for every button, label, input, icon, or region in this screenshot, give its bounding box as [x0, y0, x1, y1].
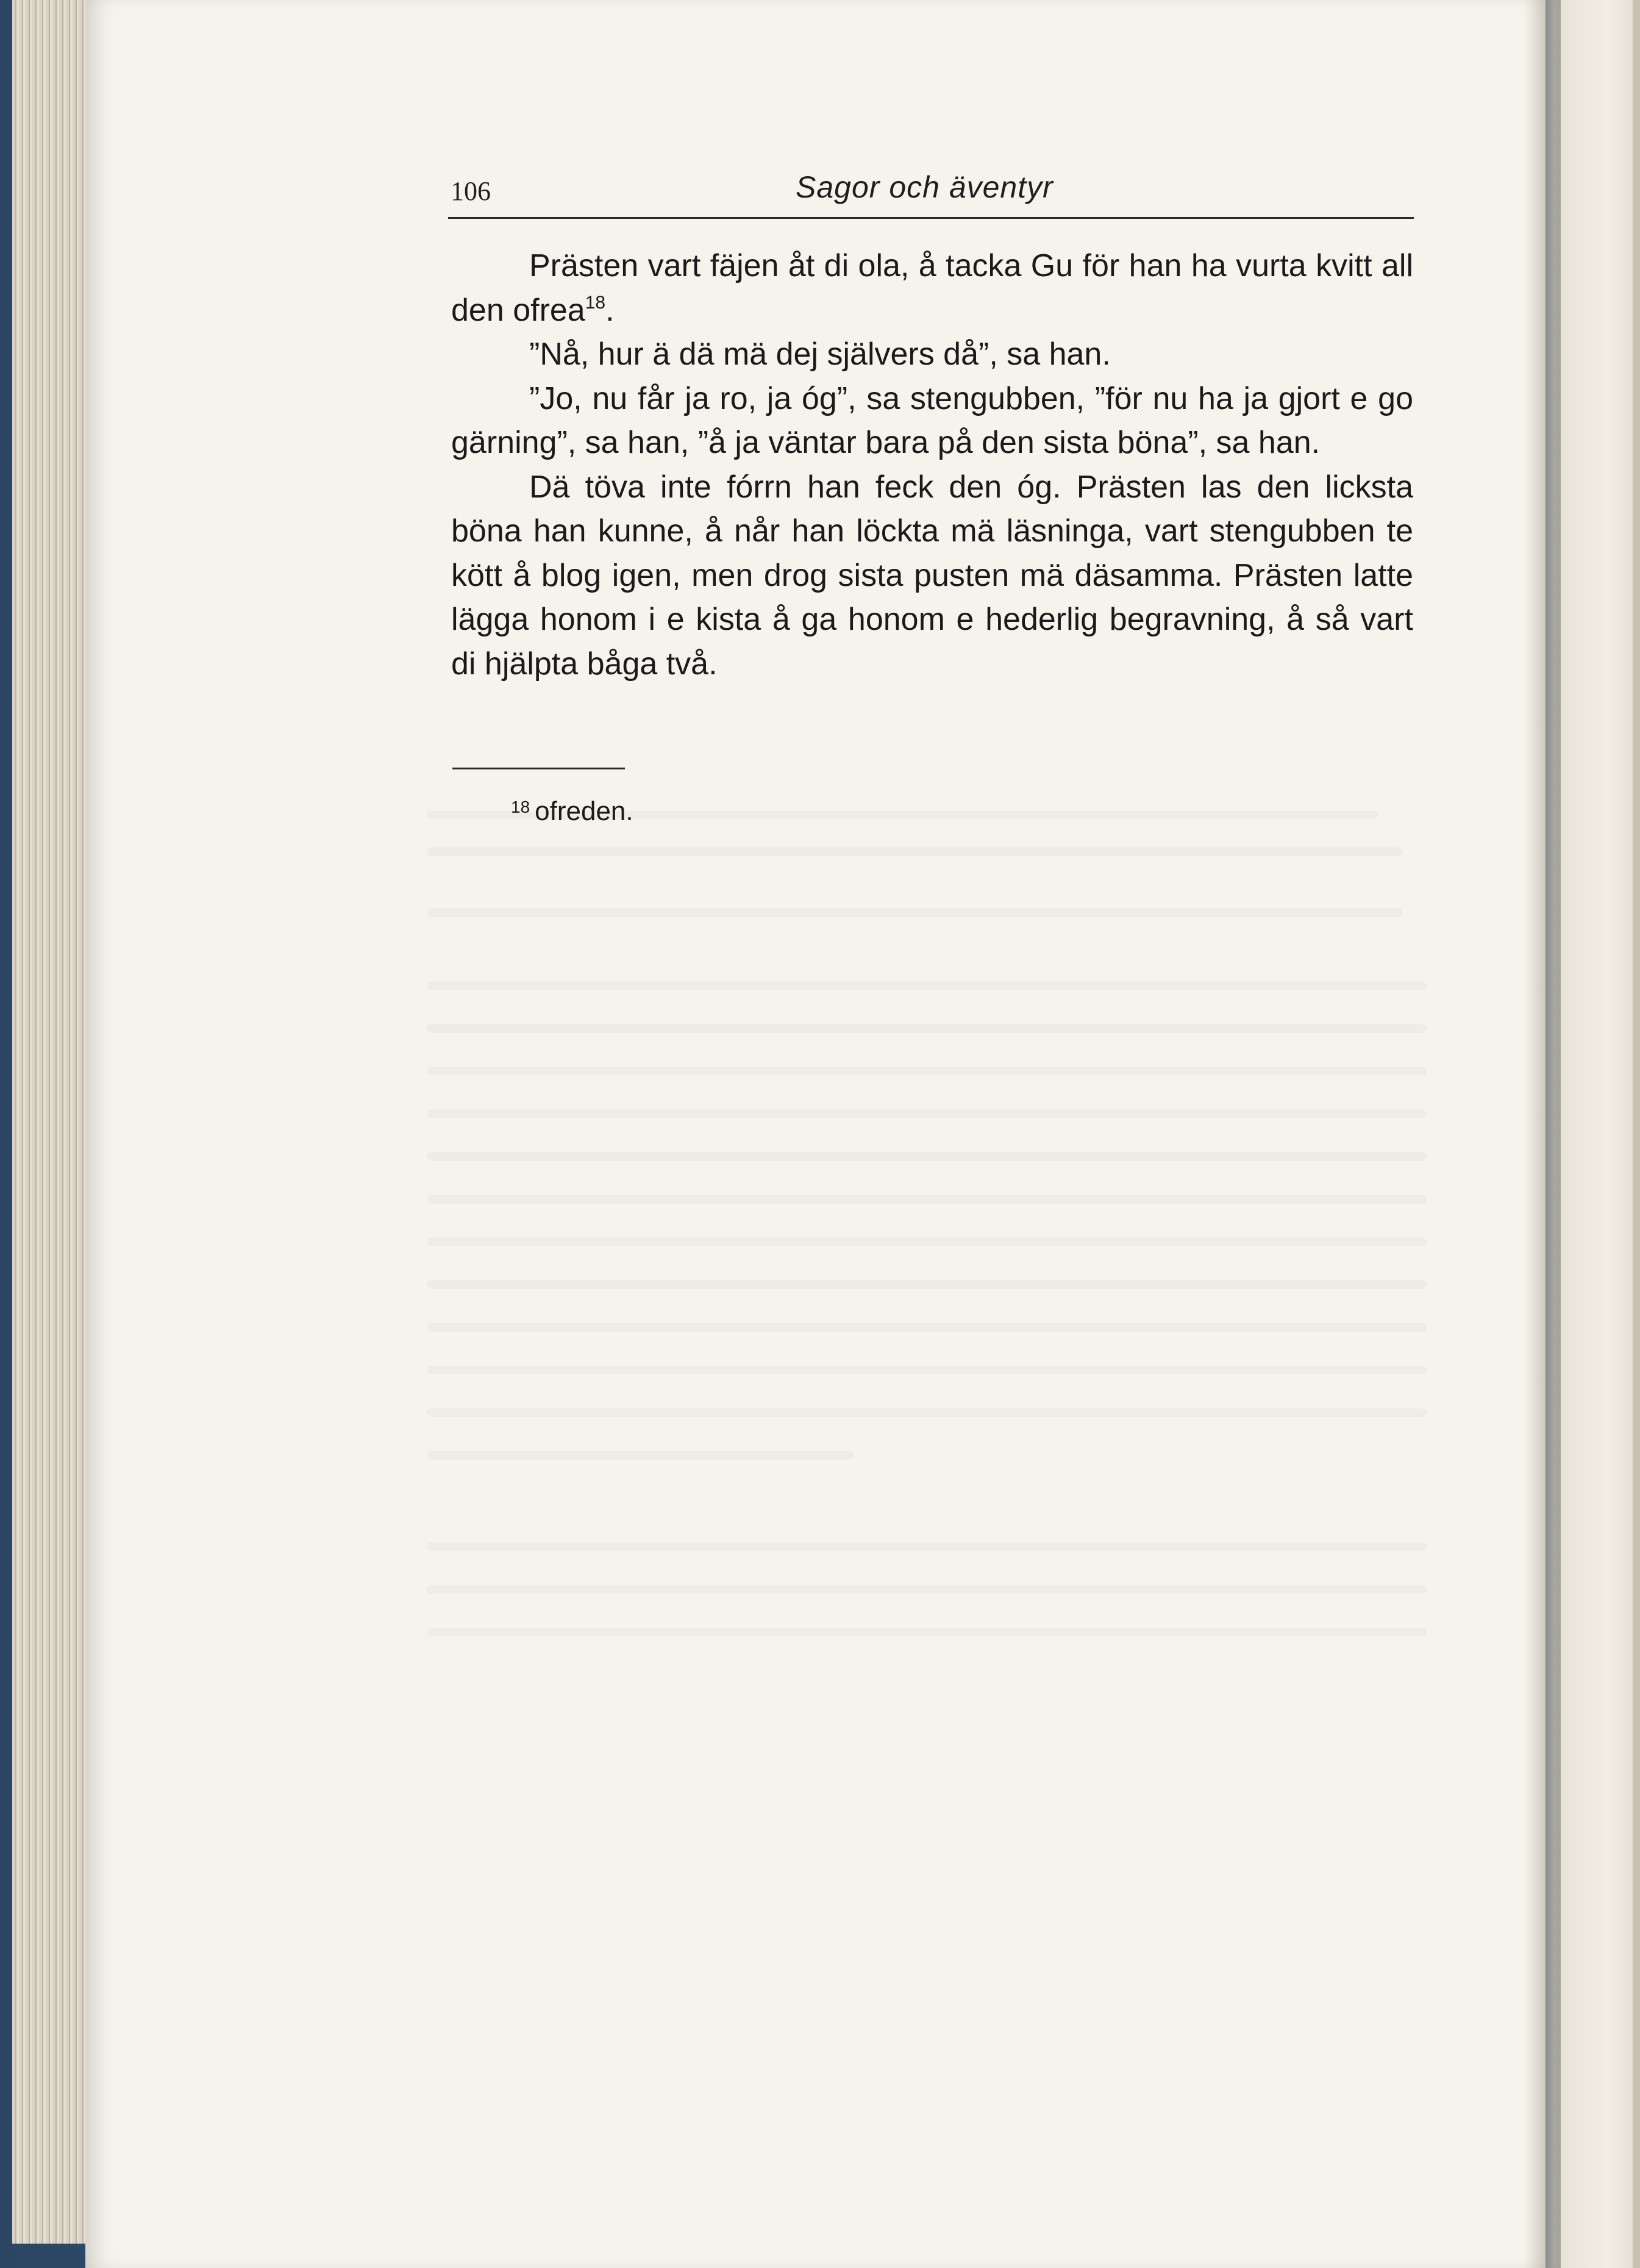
- footnote-rule: [452, 768, 625, 769]
- facing-page-border: [1633, 0, 1640, 2268]
- paragraph-text: Prästen vart fäjen åt di ola, å tacka Gu för han ha vurta kvitt all den ofrea: [451, 248, 1413, 328]
- paragraph: [451, 244, 1413, 332]
- running-title: Sagor och äventyr: [796, 170, 1054, 204]
- facing-page-edge: [1561, 0, 1640, 2268]
- paragraph: Dä töva inte fórrn han feck den óg. Prästen las den licksta böna han kunne, å når han löckta mä läsninga, vart stengubben te kött å blog igen, men drog sista pusten mä däsamma. Prästen latte lägga honom i e kista å ga honom e hederlig begravning, å så vart di hjälpta båga två.: [451, 469, 1413, 682]
- show-through: [427, 811, 1439, 1725]
- paragraph: ”Nå, hur ä dä mä dej självers då”, sa han.: [529, 337, 1111, 372]
- footnote: [511, 796, 633, 827]
- paragraph-text: .: [605, 292, 615, 328]
- paragraph: ”Jo, nu får ja ro, ja óg”, sa stengubben, ”för nu ha ja gjort e go gärning”, sa han, ”å ja väntar bara på den sista böna”, sa han.: [451, 380, 1413, 460]
- running-head: [448, 166, 1414, 219]
- footnote-marker: 18: [511, 797, 530, 816]
- page-number: 106: [451, 176, 491, 206]
- body-text: [451, 244, 1413, 686]
- footnote-reference: 18: [585, 292, 606, 313]
- footnote-text: ofreden.: [535, 796, 633, 826]
